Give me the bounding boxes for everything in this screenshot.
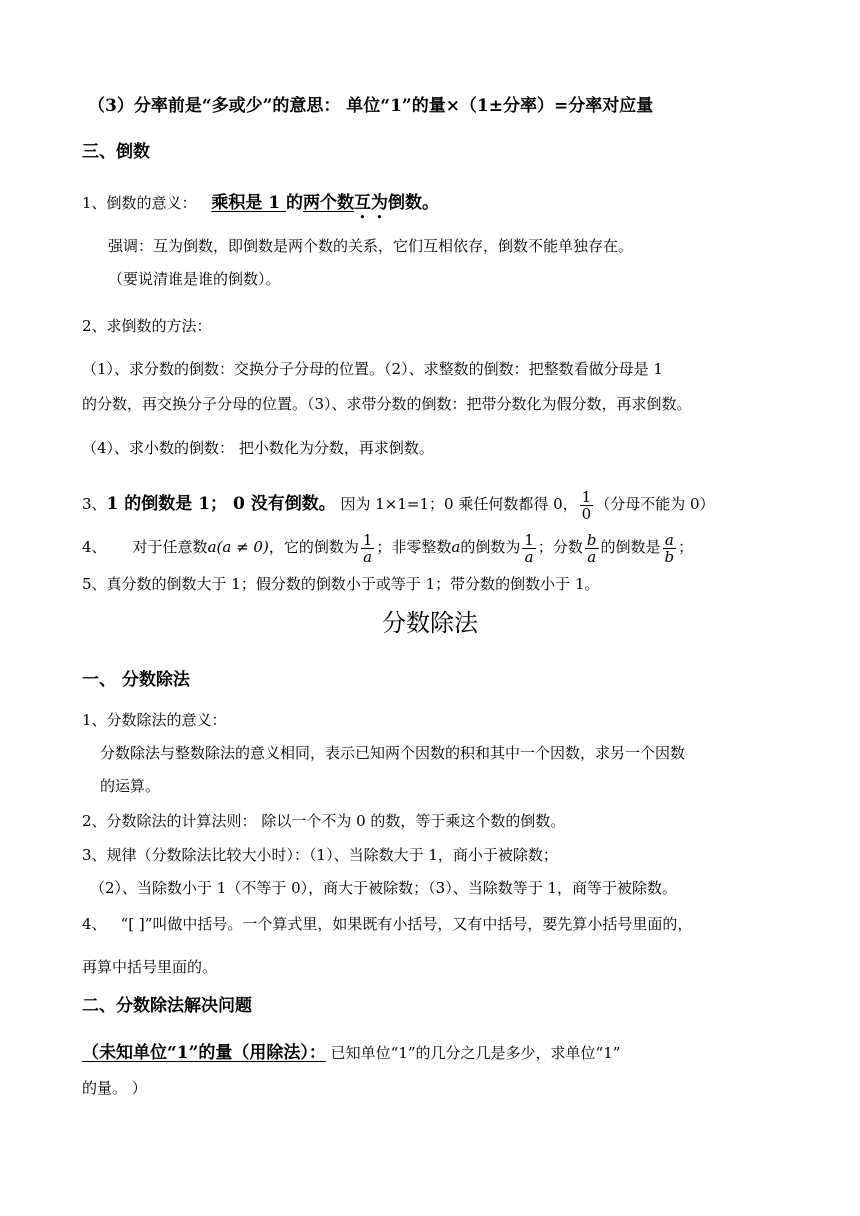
division-meaning-text-1: 分数除法与整数除法的意义相同，表示已知两个因数的积和其中一个因数，求另一个因数: [100, 744, 686, 762]
method-line-3: （4）、求小数的倒数： 把小数化为分数，再求倒数。: [82, 439, 434, 457]
division-meaning: 1、分数除法的意义：: [82, 711, 227, 729]
emphasis-line-2: （要说清谁是谁的倒数）。: [108, 270, 281, 288]
method-heading: 2、求倒数的方法：: [82, 317, 212, 335]
line-fraction-rule: （3）分率前是“多或少”的意思： 单位“1”的量×（1±分率）=分率对应量: [88, 96, 654, 116]
reciprocal-meaning-definition: [211, 193, 439, 213]
var-a: a: [451, 538, 461, 556]
reciprocal-of-one: [82, 484, 715, 524]
dotted-mutual: 互为: [354, 193, 388, 213]
method-line-1: （1）、求分数的倒数：交换分子分母的位置。（2）、求整数的倒数：把整数看做分母是 1: [82, 360, 663, 378]
division-rule: 2、分数除法的计算法则： 除以一个不为 0 的数，等于乘这个数的倒数。: [82, 812, 566, 830]
definition-end: 倒数。: [388, 193, 439, 213]
fraction-one-over-zero: $\frac{1}{0}$: [581, 487, 592, 523]
unknown-unit-desc: 已知单位“1”的几分之几是多少，求单位“1”: [325, 1044, 621, 1062]
fraction-one-over-a: $\frac{1}{a}$: [362, 530, 373, 566]
emphasis-line-1: 强调：互为倒数，即倒数是两个数的关系，它们互相依存，倒数不能单独存在。: [108, 237, 634, 255]
underlined-two-numbers: 两个数: [303, 193, 354, 213]
reciprocal-meaning: [82, 193, 439, 223]
section-heading-reciprocal: 三、倒数: [82, 142, 150, 162]
method-line-2: 的分数，再交换分子分母的位置。（3）、求带分数的倒数：把带分数化为假分数，再求倒数。: [82, 395, 692, 413]
comparison-rule-1: 3、规律（分数除法比较大小时）：（1）、当除数大于 1，商小于被除数；: [82, 846, 558, 864]
denominator-note: （分母不能为 0）: [595, 495, 715, 513]
proper-improper-rule: 5、真分数的倒数大于 1；假分数的倒数小于或等于 1；带分数的倒数小于 1。: [82, 575, 600, 593]
semicolon: ；: [678, 538, 694, 556]
fraction-one-over-a-2: $\frac{1}{a}$: [524, 530, 534, 566]
section-heading-division: 一、 分数除法: [82, 670, 190, 690]
reciprocal-of-one-reason: 因为 1×1=1；0 乘任何数都得 0，: [335, 495, 578, 513]
comparison-rule-2: （2）、当除数小于 1（不等于 0），商大于被除数；（3）、当除数等于 1，商等于被除数。: [90, 879, 678, 897]
item-number-3: 3、: [82, 495, 107, 513]
definition-de: 的: [286, 193, 303, 213]
nonzero-integer-text: ；非零整数: [376, 538, 452, 556]
reciprocal-is-text: 的倒数为: [460, 538, 521, 556]
reciprocal-general: [82, 527, 693, 567]
fraction-a-over-b: $\frac{a}{b}$: [664, 530, 675, 566]
bracket-symbol: “[ ]”: [120, 915, 153, 933]
section-heading-problems: 二、分数除法解决问题: [82, 996, 252, 1016]
brackets-rule-text: 叫做中括号。一个算式里，如果既有小括号，又有中括号，要先算小括号里面的，: [152, 915, 693, 933]
reciprocal-meaning-prefix: 1、倒数的意义：: [82, 194, 197, 212]
item-number-4-brackets: 4、: [82, 915, 107, 933]
fraction-b-over-a: $\frac{b}{a}$: [586, 530, 597, 566]
underlined-product-one: 乘积是 1: [211, 193, 286, 213]
item-number-4: 4、: [82, 538, 107, 556]
expr-a-nonzero: a(a ≠ 0): [207, 538, 269, 556]
reciprocal-is-text-2: 的倒数是: [600, 538, 661, 556]
brackets-rule: [82, 914, 692, 934]
fraction-text: ；分数: [537, 538, 583, 556]
unknown-unit-problem: [82, 1043, 620, 1063]
reciprocal-of-one-bold: 1 的倒数是 1； 0 没有倒数。: [106, 494, 336, 514]
any-number-text: 对于任意数: [132, 538, 208, 556]
its-reciprocal-text: ，它的倒数为: [268, 538, 359, 556]
page-title-fraction-division: 分数除法: [382, 609, 478, 637]
brackets-rule-cont: 再算中括号里面的。: [82, 958, 218, 976]
unknown-unit-bold: （未知单位“1”的量（用除法）：: [82, 1043, 326, 1063]
division-meaning-text-2: 的运算。: [100, 777, 161, 795]
unknown-unit-problem-cont: 的量。 ）: [82, 1079, 147, 1097]
